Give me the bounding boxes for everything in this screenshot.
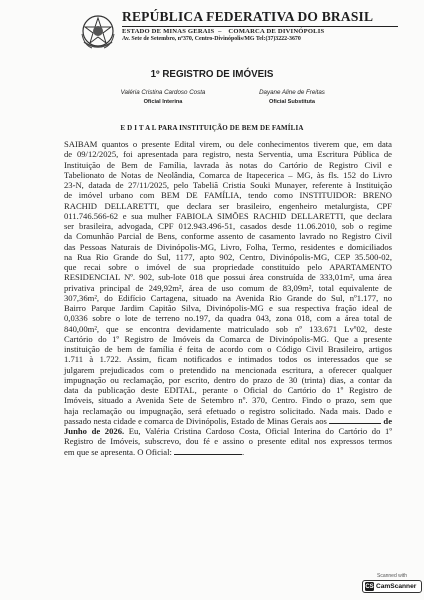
body-line: RACHID DELLARETTI, que declara ser brasileiro, engenheiro metalurgista, CPF — [64, 200, 392, 211]
body-line: RESIDENCIAL Nº. 902, sub-lote 018 que possui área construída de 333,01m², uma área — [64, 272, 392, 283]
letterhead-address: Av. Sete de Setembro, nº370, Centro-Divinópolis/MG Tel:(37)3222-3670 — [122, 36, 301, 42]
body-line: Registro de Imóveis, subscrevo, dou fé e assino o presente edital nos expressos termos — [64, 436, 392, 447]
body-line: julgarem prejudicados com o pretendido na mencionada escritura, a oferecer qualquer — [64, 364, 392, 375]
letterhead-county: COMARCA DE DIVINÓPOLIS — [228, 28, 325, 35]
signatory-role: Oficial Substituta — [269, 99, 315, 105]
signature-blank — [174, 446, 245, 457]
body-line: 307,36m², do Edifício Cartagena, situado na Avenida Rio Grande do Sul, nº1.177, no — [64, 292, 392, 303]
body-line: 23-N, datada de 27/11/2025, pelo Tabeliã Cristia Souki Munayer, referente à Instituição — [64, 180, 392, 190]
body-line: 840,00m², que se encontra devidamente matriculado sob nº 133.671 Lvº02, deste — [64, 323, 392, 334]
camscanner-watermark — [362, 573, 422, 593]
brazil-coat-of-arms-icon — [78, 12, 118, 52]
body-line: 1.711 à 1.722. Assim, ficam notificados e intimados todos os interessados que se — [64, 354, 392, 365]
body-line — [64, 426, 392, 436]
letterhead-title: REPÚBLICA FEDERATIVA DO BRASIL — [122, 9, 374, 24]
day-blank — [329, 416, 381, 424]
camscanner-brand: CamScanner — [376, 583, 417, 590]
closing-text: Eu, Valéria Cristina Cardoso Costa, Oficial Interina do Cartório do 1º — [124, 426, 392, 436]
body-line-signature — [64, 447, 392, 457]
body-line: SAIBAM quantos o presente Edital virem, ou dele conhecimentos tiverem que, em data — [64, 139, 392, 149]
body-line: ser brasileira, advogada, CPF 012.943.496-51, casados desde 11.06.2010, sob o regime — [64, 221, 392, 231]
letterhead-state: ESTADO DE MINAS GERAIS — [122, 28, 215, 35]
camscanner-badge — [362, 580, 422, 593]
edital-body — [64, 139, 392, 457]
body-line: Tabelionato de Notas de Neolândia, Comarca de Itapecerica – MG, às fls. 152 do Livro — [64, 169, 392, 180]
body-line: haja reclamação ou impugnação, será efetuado o registro solicitado. Nada mais. Dado e — [64, 405, 392, 416]
body-line: na Rua Rio Grande do Sul, 1177, apto 902, Centro, Divinópolis-MG, CEP 35.500-02, — [64, 251, 392, 262]
edital-title: E D I T A L PARA INSTITUIÇÃO DE BEM DE FAMÍLIA — [120, 124, 304, 132]
signatory-role: Oficial Interina — [143, 99, 183, 105]
camscanner-logo-icon: CS — [365, 583, 374, 590]
date-text: passado nesta cidade e comarca de Divinópolis, Estado de Minas Gerais aos — [64, 415, 327, 426]
date-month-year: Junho de 2026. — [64, 426, 125, 436]
letterhead — [122, 9, 412, 42]
signatory-name: Dayane Aline de Freitas — [259, 89, 325, 96]
body-line: data da publicação deste EDITAL, perante o Oficial do Cartório do 1º Registro de — [64, 385, 392, 395]
body-line: 011.746.566-62 e sua mulher FABIOLA SIMÕES RACHID DELLARETTI, que declara — [64, 210, 392, 221]
signatory-interim — [108, 89, 218, 105]
body-line: instituição de bem de família é feita de acordo com o Código Civil Brasileiro, artigos — [64, 344, 392, 354]
body-line: que recai sobre o imóvel de sua propriedade constituído pelo APARTAMENTO — [64, 262, 392, 272]
letterhead-rule — [122, 26, 398, 27]
body-line: Imóveis, situado a Avenida Sete de Setembro nº. 370, Centro. Findo o prazo, sem que — [64, 395, 392, 406]
body-line: Cartório do 1º Registro de Imóveis da Comarca de Divinópolis-MG. Que a presente — [64, 333, 392, 344]
body-line: Instituição de Bem de Família, lavrada às notas do Cartório de Registro Civil e — [64, 159, 392, 170]
signatory-name: Valéria Cristina Cardoso Costa — [120, 89, 206, 96]
body-line: impugnação ou reclamação, por escrito, dentro do prazo de 30 (trinta) dias, a contar da — [64, 374, 392, 385]
camscanner-caption: Scanned with — [376, 573, 408, 579]
body-line: Bairro Parque Jardim Capitão Silva, Divinópolis-MG e sua respectiva fração ideal de — [64, 303, 392, 313]
body-line: de imóvel urbano com BEM DE FAMÍLIA, tendo como INSTITUIDOR: BRENO — [64, 190, 392, 201]
body-line-date — [64, 416, 392, 426]
signature-end: . — [242, 446, 245, 457]
body-line: das Pessoas Naturais de Divinópolis-MG, Livro, Folha, Termo, residentes e domiciliados — [64, 241, 392, 252]
body-line: de 09/12/2025, foi apresentada para registro, nesta Serventia, uma Escritura Pública de — [64, 149, 392, 160]
signature-label: em que se apresenta. O Oficial: — [64, 446, 172, 457]
letterhead-state-line: ESTADO DE MINAS GERAIS – COMARCA DE DIVINÓPOLIS — [122, 28, 325, 35]
signatory-substitute — [242, 89, 342, 105]
date-suffix: de — [383, 415, 393, 426]
body-line: da Comunhão Parcial de Bens, conforme assento de casamento lavrado no Registro Civil — [64, 231, 392, 242]
body-line: 0,0336 sobre o lote de terreno no.197, da quadra 043, zona 018, com a área total de — [64, 313, 392, 324]
body-line: privativa principal de 249,92m², área de uso comum de 83,09m², total equivalente de — [64, 282, 392, 293]
office-name: 1º REGISTRO DE IMÓVEIS — [150, 69, 274, 80]
